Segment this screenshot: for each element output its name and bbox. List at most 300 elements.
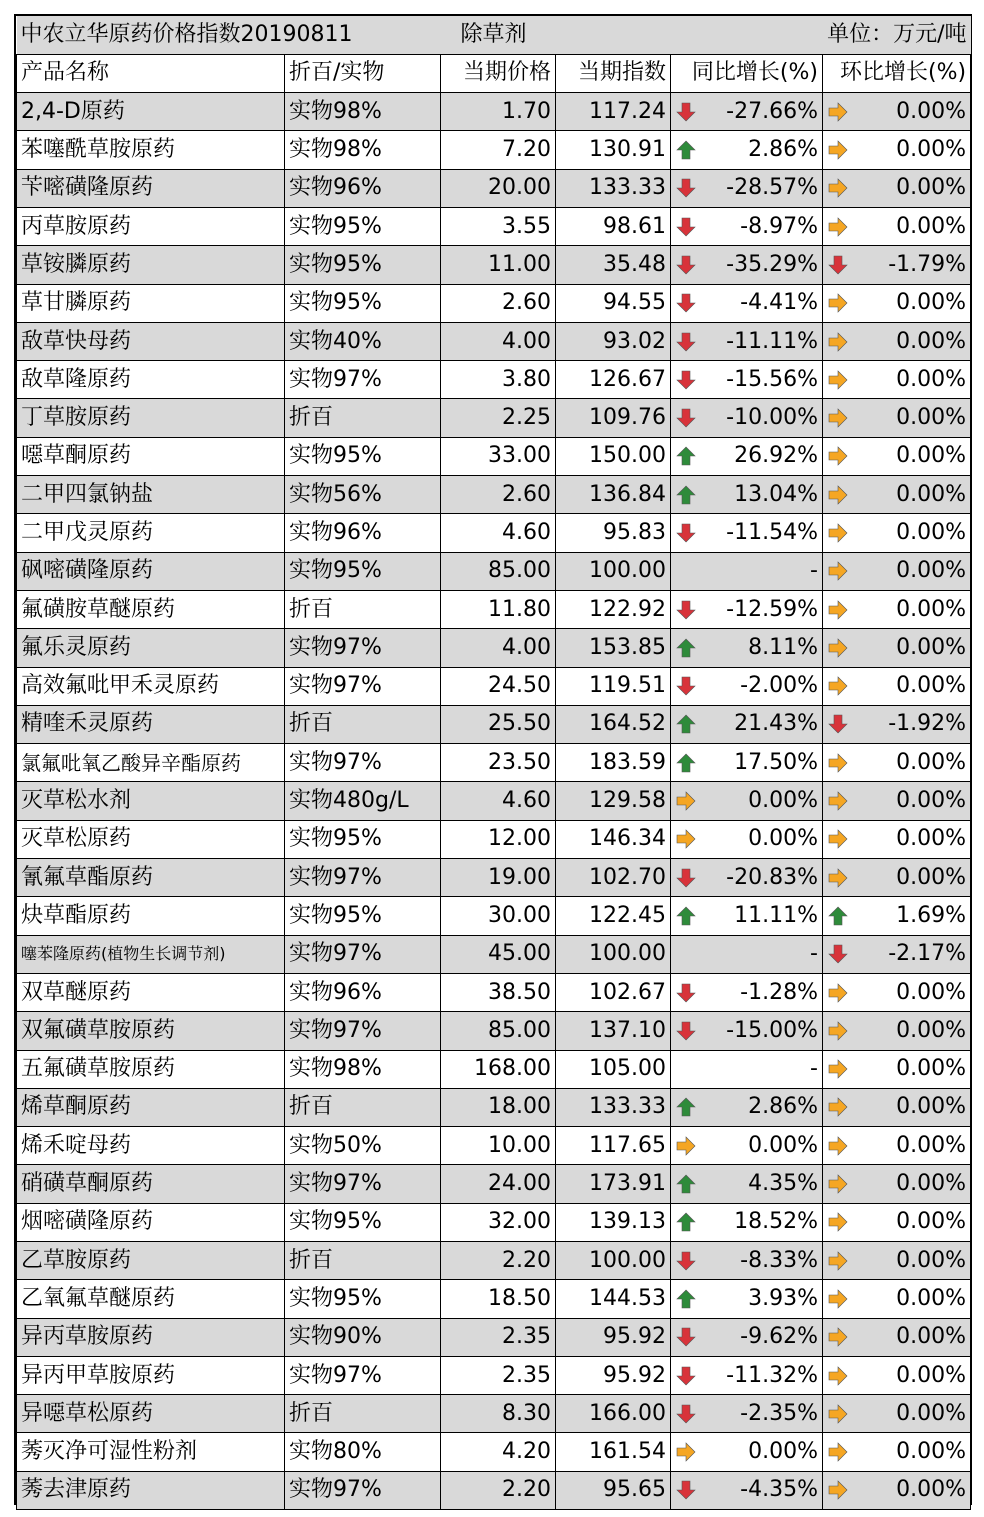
table-row bbox=[17, 1318, 971, 1356]
arrow-right-icon bbox=[827, 560, 849, 582]
table-row bbox=[17, 1127, 971, 1165]
table-row bbox=[17, 667, 971, 705]
current-index bbox=[556, 1356, 671, 1394]
product-spec-value: 实物97% bbox=[289, 941, 382, 967]
arrow-right-icon bbox=[827, 1096, 849, 1118]
product-name bbox=[17, 246, 285, 284]
product-spec-value: 实物95% bbox=[289, 443, 382, 469]
arrow-right-icon bbox=[675, 1441, 697, 1463]
table-row bbox=[17, 246, 971, 284]
mom-change-value: 0.00% bbox=[896, 749, 967, 775]
product-name-value: 敌草隆原药 bbox=[21, 366, 132, 392]
arrow-right-icon bbox=[827, 445, 849, 467]
arrow-up-icon bbox=[675, 713, 697, 735]
current-index bbox=[556, 437, 671, 475]
header-row bbox=[17, 54, 971, 92]
current-index-value: 150.00 bbox=[589, 443, 666, 469]
arrow-up-icon bbox=[675, 1096, 697, 1118]
current-price bbox=[441, 705, 556, 743]
product-name-value: 异丙甲草胺原药 bbox=[21, 1362, 176, 1388]
arrow-up-icon bbox=[675, 1288, 697, 1310]
yoy-change bbox=[671, 552, 823, 590]
current-index-value: 130.91 bbox=[589, 137, 666, 163]
arrow-right-icon bbox=[827, 484, 849, 506]
product-spec bbox=[285, 1050, 441, 1088]
current-price bbox=[441, 1318, 556, 1356]
mom-change bbox=[823, 1012, 971, 1050]
product-spec-value: 实物97% bbox=[289, 1477, 382, 1503]
arrow-up-icon bbox=[675, 139, 697, 161]
current-index-value: 161.54 bbox=[589, 1439, 666, 1465]
header-yoy: 同比增长(%) bbox=[671, 54, 823, 92]
current-price bbox=[441, 1242, 556, 1280]
product-spec-value: 实物97% bbox=[289, 1017, 382, 1043]
current-index-value: 173.91 bbox=[589, 1171, 666, 1197]
product-name bbox=[17, 1127, 285, 1165]
yoy-change bbox=[671, 169, 823, 207]
product-name-value: 异噁草松原药 bbox=[21, 1400, 154, 1426]
current-price-value: 3.80 bbox=[502, 366, 551, 392]
mom-change-value: 0.00% bbox=[896, 290, 967, 316]
product-name bbox=[17, 514, 285, 552]
mom-change-value: 0.00% bbox=[896, 405, 967, 431]
arrow-down-icon bbox=[675, 1020, 697, 1042]
table-row bbox=[17, 782, 971, 820]
mom-change-value: 0.00% bbox=[896, 213, 967, 239]
yoy-change-value: -12.59% bbox=[726, 596, 818, 622]
yoy-change bbox=[671, 1356, 823, 1394]
product-spec bbox=[285, 169, 441, 207]
arrow-right-icon bbox=[827, 752, 849, 774]
current-index bbox=[556, 1242, 671, 1280]
current-price-value: 24.50 bbox=[488, 673, 551, 699]
mom-change bbox=[823, 399, 971, 437]
product-name bbox=[17, 284, 285, 322]
product-name bbox=[17, 1433, 285, 1471]
mom-change-value: 0.00% bbox=[896, 1056, 967, 1082]
arrow-right-icon bbox=[675, 828, 697, 850]
current-price-value: 85.00 bbox=[488, 558, 551, 584]
current-index bbox=[556, 1050, 671, 1088]
product-spec bbox=[285, 131, 441, 169]
mom-change-value: 0.00% bbox=[896, 673, 967, 699]
product-spec bbox=[285, 705, 441, 743]
mom-change-value: 0.00% bbox=[896, 1285, 967, 1311]
arrow-right-icon bbox=[827, 331, 849, 353]
current-price bbox=[441, 1127, 556, 1165]
arrow-right-icon bbox=[827, 1403, 849, 1425]
arrow-down-icon bbox=[675, 369, 697, 391]
product-name-value: 烯禾啶母药 bbox=[21, 1132, 132, 1158]
current-index bbox=[556, 322, 671, 360]
mom-change-value: -2.17% bbox=[888, 941, 967, 967]
current-price bbox=[441, 322, 556, 360]
product-name-value: 乙草胺原药 bbox=[21, 1247, 132, 1273]
arrow-right-icon bbox=[827, 101, 849, 123]
current-price bbox=[441, 1165, 556, 1203]
current-price-value: 32.00 bbox=[488, 1209, 551, 1235]
yoy-change-value: -27.66% bbox=[726, 98, 818, 124]
current-index-value: 98.61 bbox=[603, 213, 666, 239]
product-name bbox=[17, 590, 285, 628]
table-row bbox=[17, 361, 971, 399]
product-spec bbox=[285, 1012, 441, 1050]
product-spec bbox=[285, 1165, 441, 1203]
mom-change-value: 0.00% bbox=[896, 864, 967, 890]
product-spec-value: 实物95% bbox=[289, 826, 382, 852]
current-price-value: 2.35 bbox=[502, 1324, 551, 1350]
product-name-value: 草甘膦原药 bbox=[21, 290, 132, 316]
product-name-value: 莠去津原药 bbox=[21, 1477, 132, 1503]
current-price-value: 18.00 bbox=[488, 1094, 551, 1120]
table-row bbox=[17, 284, 971, 322]
current-price bbox=[441, 973, 556, 1011]
product-spec bbox=[285, 1203, 441, 1241]
mom-change-value: 0.00% bbox=[896, 175, 967, 201]
product-spec bbox=[285, 1318, 441, 1356]
product-spec-value: 实物96% bbox=[289, 175, 382, 201]
current-index bbox=[556, 973, 671, 1011]
yoy-change bbox=[671, 207, 823, 245]
yoy-change-value: - bbox=[810, 941, 818, 967]
mom-change bbox=[823, 1050, 971, 1088]
product-name bbox=[17, 1165, 285, 1203]
yoy-change-value: - bbox=[810, 558, 818, 584]
current-price bbox=[441, 859, 556, 897]
product-name-value: 灭草松原药 bbox=[21, 826, 132, 852]
table-row bbox=[17, 1165, 971, 1203]
current-index-value: 144.53 bbox=[589, 1285, 666, 1311]
current-index-value: 146.34 bbox=[589, 826, 666, 852]
current-index-value: 109.76 bbox=[589, 405, 666, 431]
product-name-value: 灭草松水剂 bbox=[21, 788, 132, 814]
table-row bbox=[17, 1012, 971, 1050]
current-price bbox=[441, 514, 556, 552]
yoy-change bbox=[671, 1127, 823, 1165]
mom-change-value: 0.00% bbox=[896, 1209, 967, 1235]
product-name-value: 2,4-D原药 bbox=[21, 98, 125, 124]
product-name-value: 硝磺草酮原药 bbox=[21, 1171, 154, 1197]
current-price-value: 7.20 bbox=[502, 137, 551, 163]
current-price-value: 11.00 bbox=[488, 251, 551, 277]
product-spec-value: 实物95% bbox=[289, 558, 382, 584]
yoy-change bbox=[671, 705, 823, 743]
yoy-change-value: -15.56% bbox=[726, 366, 818, 392]
product-name bbox=[17, 1280, 285, 1318]
current-price-value: 19.00 bbox=[488, 864, 551, 890]
current-price bbox=[441, 1012, 556, 1050]
current-price bbox=[441, 399, 556, 437]
product-name-value: 氯氟吡氧乙酸异辛酯原药 bbox=[21, 750, 241, 775]
arrow-right-icon bbox=[827, 675, 849, 697]
mom-change bbox=[823, 859, 971, 897]
product-name-value: 烯草酮原药 bbox=[21, 1094, 132, 1120]
current-index bbox=[556, 476, 671, 514]
product-name bbox=[17, 1203, 285, 1241]
current-index bbox=[556, 1280, 671, 1318]
mom-change-value: 0.00% bbox=[896, 443, 967, 469]
yoy-change-value: 0.00% bbox=[748, 826, 818, 852]
mom-change bbox=[823, 935, 971, 973]
product-name-value: 二甲四氯钠盐 bbox=[21, 481, 154, 507]
yoy-change bbox=[671, 629, 823, 667]
current-price-value: 2.25 bbox=[502, 405, 551, 431]
current-index-value: 139.13 bbox=[589, 1209, 666, 1235]
yoy-change-value: -9.62% bbox=[740, 1324, 818, 1350]
product-name-value: 噻苯隆原药(植物生长调节剂) bbox=[21, 944, 226, 964]
product-name bbox=[17, 322, 285, 360]
yoy-change bbox=[671, 782, 823, 820]
table-row bbox=[17, 1050, 971, 1088]
current-price bbox=[441, 1050, 556, 1088]
product-name bbox=[17, 1356, 285, 1394]
mom-change bbox=[823, 1356, 971, 1394]
yoy-change bbox=[671, 1471, 823, 1509]
mom-change bbox=[823, 131, 971, 169]
current-index bbox=[556, 1127, 671, 1165]
current-price-value: 24.00 bbox=[488, 1171, 551, 1197]
mom-change-value: 1.69% bbox=[896, 902, 967, 928]
product-name-value: 丁草胺原药 bbox=[21, 405, 132, 431]
yoy-change bbox=[671, 1433, 823, 1471]
yoy-change-value: 8.11% bbox=[748, 634, 818, 660]
mom-change bbox=[823, 667, 971, 705]
arrow-right-icon bbox=[827, 1058, 849, 1080]
yoy-change-value: -20.83% bbox=[726, 864, 818, 890]
product-spec-value: 实物56% bbox=[289, 481, 382, 507]
product-spec bbox=[285, 820, 441, 858]
current-index-value: 183.59 bbox=[589, 749, 666, 775]
mom-change bbox=[823, 1471, 971, 1509]
yoy-change-value: 0.00% bbox=[748, 1132, 818, 1158]
current-index-value: 133.33 bbox=[589, 1094, 666, 1120]
mom-change bbox=[823, 437, 971, 475]
arrow-down-icon bbox=[675, 1250, 697, 1272]
table-row bbox=[17, 629, 971, 667]
current-price bbox=[441, 246, 556, 284]
mom-change-value: 0.00% bbox=[896, 1171, 967, 1197]
product-name-value: 敌草快母药 bbox=[21, 328, 132, 354]
current-price bbox=[441, 476, 556, 514]
mom-change bbox=[823, 1395, 971, 1433]
yoy-change bbox=[671, 590, 823, 628]
product-spec bbox=[285, 437, 441, 475]
table-row bbox=[17, 514, 971, 552]
table-row bbox=[17, 1242, 971, 1280]
current-price-value: 4.00 bbox=[502, 328, 551, 354]
product-spec-value: 折百 bbox=[289, 711, 334, 737]
yoy-change bbox=[671, 897, 823, 935]
mom-change bbox=[823, 629, 971, 667]
current-index bbox=[556, 744, 671, 782]
product-name-value: 氟磺胺草醚原药 bbox=[21, 596, 176, 622]
product-spec-value: 实物97% bbox=[289, 864, 382, 890]
arrow-up-icon bbox=[675, 1173, 697, 1195]
mom-change bbox=[823, 1203, 971, 1241]
yoy-change bbox=[671, 1395, 823, 1433]
table-row bbox=[17, 820, 971, 858]
arrow-up-icon bbox=[675, 445, 697, 467]
product-name bbox=[17, 859, 285, 897]
product-spec bbox=[285, 322, 441, 360]
current-price-value: 85.00 bbox=[488, 1017, 551, 1043]
yoy-change-value: 4.35% bbox=[748, 1171, 818, 1197]
product-spec bbox=[285, 590, 441, 628]
current-index bbox=[556, 1088, 671, 1126]
arrow-down-icon bbox=[675, 1365, 697, 1387]
current-index bbox=[556, 284, 671, 322]
product-name bbox=[17, 1050, 285, 1088]
current-index-value: 95.65 bbox=[603, 1477, 666, 1503]
yoy-change-value: -1.28% bbox=[740, 979, 818, 1005]
product-name bbox=[17, 897, 285, 935]
arrow-right-icon bbox=[827, 407, 849, 429]
yoy-change-value: -2.00% bbox=[740, 673, 818, 699]
current-price-value: 2.60 bbox=[502, 290, 551, 316]
product-spec-value: 实物40% bbox=[289, 328, 382, 354]
product-spec-value: 实物95% bbox=[289, 1285, 382, 1311]
mom-change bbox=[823, 93, 971, 131]
table-row bbox=[17, 437, 971, 475]
current-price-value: 45.00 bbox=[488, 941, 551, 967]
product-name bbox=[17, 973, 285, 1011]
table-row bbox=[17, 935, 971, 973]
mom-change bbox=[823, 820, 971, 858]
yoy-change bbox=[671, 93, 823, 131]
current-index bbox=[556, 1395, 671, 1433]
product-spec bbox=[285, 1127, 441, 1165]
current-price bbox=[441, 935, 556, 973]
current-price bbox=[441, 782, 556, 820]
current-index bbox=[556, 935, 671, 973]
mom-change bbox=[823, 590, 971, 628]
product-name bbox=[17, 1318, 285, 1356]
current-price-value: 33.00 bbox=[488, 443, 551, 469]
product-name bbox=[17, 705, 285, 743]
mom-change bbox=[823, 782, 971, 820]
price-index-sheet bbox=[14, 14, 972, 1505]
current-price-value: 2.20 bbox=[502, 1247, 551, 1273]
arrow-right-icon bbox=[827, 982, 849, 1004]
mom-change bbox=[823, 514, 971, 552]
mom-change-value: -1.92% bbox=[888, 711, 967, 737]
arrow-up-icon bbox=[675, 905, 697, 927]
current-price bbox=[441, 820, 556, 858]
current-index bbox=[556, 246, 671, 284]
product-name-value: 精喹禾灵原药 bbox=[21, 711, 154, 737]
product-spec-value: 折百 bbox=[289, 405, 334, 431]
yoy-change bbox=[671, 820, 823, 858]
yoy-change bbox=[671, 322, 823, 360]
current-index-value: 100.00 bbox=[589, 1247, 666, 1273]
current-price bbox=[441, 1395, 556, 1433]
yoy-change bbox=[671, 1280, 823, 1318]
product-name bbox=[17, 437, 285, 475]
product-spec bbox=[285, 284, 441, 322]
current-index-value: 133.33 bbox=[589, 175, 666, 201]
header-index: 当期指数 bbox=[556, 54, 671, 92]
table-row bbox=[17, 1203, 971, 1241]
current-price-value: 10.00 bbox=[488, 1132, 551, 1158]
arrow-right-icon bbox=[827, 828, 849, 850]
product-spec bbox=[285, 859, 441, 897]
product-name bbox=[17, 1395, 285, 1433]
mom-change bbox=[823, 973, 971, 1011]
yoy-change-value: -28.57% bbox=[726, 175, 818, 201]
current-index bbox=[556, 514, 671, 552]
current-index bbox=[556, 361, 671, 399]
product-name bbox=[17, 820, 285, 858]
yoy-change-value: -2.35% bbox=[740, 1400, 818, 1426]
current-price bbox=[441, 1280, 556, 1318]
product-spec bbox=[285, 744, 441, 782]
mom-change bbox=[823, 744, 971, 782]
mom-change-value: 0.00% bbox=[896, 634, 967, 660]
mom-change-value: 0.00% bbox=[896, 520, 967, 545]
yoy-change-value: 3.93% bbox=[748, 1285, 818, 1311]
product-spec bbox=[285, 399, 441, 437]
product-name-value: 苯噻酰草胺原药 bbox=[21, 137, 176, 163]
product-name-value: 双氟磺草胺原药 bbox=[21, 1017, 176, 1043]
product-name-value: 炔草酯原药 bbox=[21, 902, 132, 928]
current-price bbox=[441, 590, 556, 628]
yoy-change-value: 0.00% bbox=[748, 788, 818, 814]
product-spec-value: 实物98% bbox=[289, 137, 382, 163]
mom-change-value: 0.00% bbox=[896, 1017, 967, 1043]
product-name bbox=[17, 207, 285, 245]
yoy-change-value: -4.35% bbox=[740, 1477, 818, 1503]
product-name-value: 双草醚原药 bbox=[21, 979, 132, 1005]
product-spec bbox=[285, 476, 441, 514]
yoy-change bbox=[671, 1203, 823, 1241]
header-mom: 环比增长(%) bbox=[823, 54, 971, 92]
current-price bbox=[441, 131, 556, 169]
arrow-down-icon bbox=[675, 292, 697, 314]
header-price: 当期价格 bbox=[441, 54, 556, 92]
product-name-value: 噁草酮原药 bbox=[21, 443, 132, 469]
current-index-value: 119.51 bbox=[589, 673, 666, 699]
arrow-right-icon bbox=[827, 599, 849, 621]
yoy-change-value: -8.33% bbox=[740, 1247, 818, 1273]
arrow-down-icon bbox=[675, 177, 697, 199]
current-index-value: 136.84 bbox=[589, 481, 666, 507]
product-spec-value: 折百 bbox=[289, 1400, 334, 1426]
product-spec-value: 实物80% bbox=[289, 1439, 382, 1465]
current-price-value: 4.00 bbox=[502, 634, 551, 660]
mom-change bbox=[823, 246, 971, 284]
mom-change bbox=[823, 284, 971, 322]
arrow-up-icon bbox=[675, 1211, 697, 1233]
product-spec-value: 实物95% bbox=[289, 290, 382, 316]
mom-change bbox=[823, 552, 971, 590]
current-index bbox=[556, 207, 671, 245]
table-row bbox=[17, 1356, 971, 1394]
current-price-value: 3.55 bbox=[502, 213, 551, 239]
table-row bbox=[17, 1433, 971, 1471]
mom-change bbox=[823, 476, 971, 514]
mom-change-value: 0.00% bbox=[896, 1439, 967, 1465]
title-row bbox=[17, 16, 971, 54]
yoy-change bbox=[671, 284, 823, 322]
mom-change bbox=[823, 1433, 971, 1471]
product-spec-value: 实物98% bbox=[289, 1056, 382, 1082]
yoy-change bbox=[671, 1012, 823, 1050]
arrow-right-icon bbox=[827, 1479, 849, 1501]
current-index bbox=[556, 705, 671, 743]
current-index bbox=[556, 1318, 671, 1356]
current-index-value: 35.48 bbox=[603, 251, 666, 277]
current-price bbox=[441, 1088, 556, 1126]
